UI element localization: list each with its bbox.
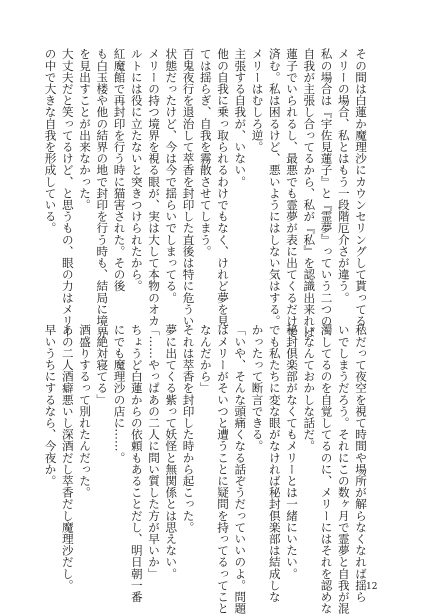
- text-line: ては揺らぎ、自我を霧散させてしまう。: [198, 48, 213, 257]
- text-line: いなんておかしな話だ。: [302, 324, 317, 452]
- text-line: を見出すことが出来なかった。: [78, 48, 92, 211]
- text-line: 「いや、そんな頭痛くなる話ぞうだっていいのよ。問題: [233, 324, 248, 614]
- text-line: 状態だったけど、今は今で揺らいでしまってる。: [164, 48, 179, 304]
- text-line: はメリーがそいつと遭うことに疑問を持ってるってこと: [216, 324, 230, 614]
- text-line: 他の自我に乗っ取られるわけでもなく、けれど夢を見: [216, 48, 230, 327]
- bottom-text-block: [41, 324, 369, 614]
- text-line: メリーの持つ境界を視る眼が、実は大して本物のオカ: [147, 48, 161, 327]
- text-line: いでしまうだろう。それにこの数ヶ月で霊夢と自我が混: [336, 324, 351, 614]
- text-line: なんだから」: [198, 324, 213, 394]
- text-line: その間は白蓮か魔理沙にカウンセリングして貰ってる。: [354, 48, 368, 338]
- text-line: 大丈夫だと笑ってるけど、と思うもの、眼の力はメリー: [60, 48, 75, 338]
- text-line: 秘封倶楽部がなくてもメリーとは一緒にいたい。: [285, 324, 299, 580]
- text-line: 紅魔館で再封印を行う時に猫害された。その後: [112, 48, 127, 292]
- text-line: 早いうちにするなら、今夜か。: [43, 324, 58, 487]
- text-line: 酒盛りするって別れたんだった。: [78, 324, 92, 498]
- text-line: 蓮子でいられるし、最悪でも霊夢が表に出てくるだけで: [285, 48, 299, 338]
- text-line: 私だって夜空を視て時間や場所が解らなくなれば揺ら: [354, 324, 368, 603]
- text-line: メリーはむしろ逆。: [250, 48, 265, 153]
- text-line: 私の場合は『宇佐見蓮子』と『霊夢』っていう二つの: [319, 48, 334, 327]
- text-line: 夢に出てくる紫って妖怪と無関係とは思えない。: [164, 324, 179, 580]
- text-line: ルトには役に立たないと突きつけられたから。: [129, 48, 144, 292]
- text-line: 濁してるのを自覚してるのに、メリーにはそれを認めな: [319, 324, 334, 614]
- text-line: にでも魔理沙の店に……。: [112, 324, 127, 464]
- text-line: も白玉楼や他の結界の地で封印を行う時も、結局に境界: [95, 48, 110, 338]
- text-line: 「絶対寝てる」: [95, 324, 110, 406]
- text-line: メリーの場合、私とはもう一段階厄介さが違う。: [336, 48, 351, 304]
- text-line: でも私たちに変な眼がなければ秘封倶楽部は結成しな: [267, 324, 282, 603]
- text-line: 百鬼夜行を退治して萃香を封印した直後は特に危うい: [181, 48, 196, 327]
- text-line: あの二人酒癖悪いし深酒だし萃香だし魔理沙だし。: [60, 324, 75, 591]
- text-line: 「……やっぱあの二人に問い質した方が早いか」: [147, 324, 161, 580]
- text-line: かったって断言できる。: [250, 324, 265, 452]
- text-line: ちょうど白蓮からの依頼もあることだし、明日朝一番: [129, 324, 144, 603]
- page-number: 12: [366, 582, 378, 592]
- text-line: の中で大きな自我を形成している。: [43, 48, 58, 234]
- top-text-block: [41, 48, 369, 338]
- text-line: それは萃香を封印した時から起こった。: [181, 324, 196, 533]
- text-line: 自我が主張し合ってるから、私が『私』を認識出来れば: [302, 48, 317, 338]
- text-line: 主張する自我が、いない。: [233, 48, 248, 188]
- text-line: 済む。私は困るけど、悪いようにはしない気はする。: [267, 48, 282, 327]
